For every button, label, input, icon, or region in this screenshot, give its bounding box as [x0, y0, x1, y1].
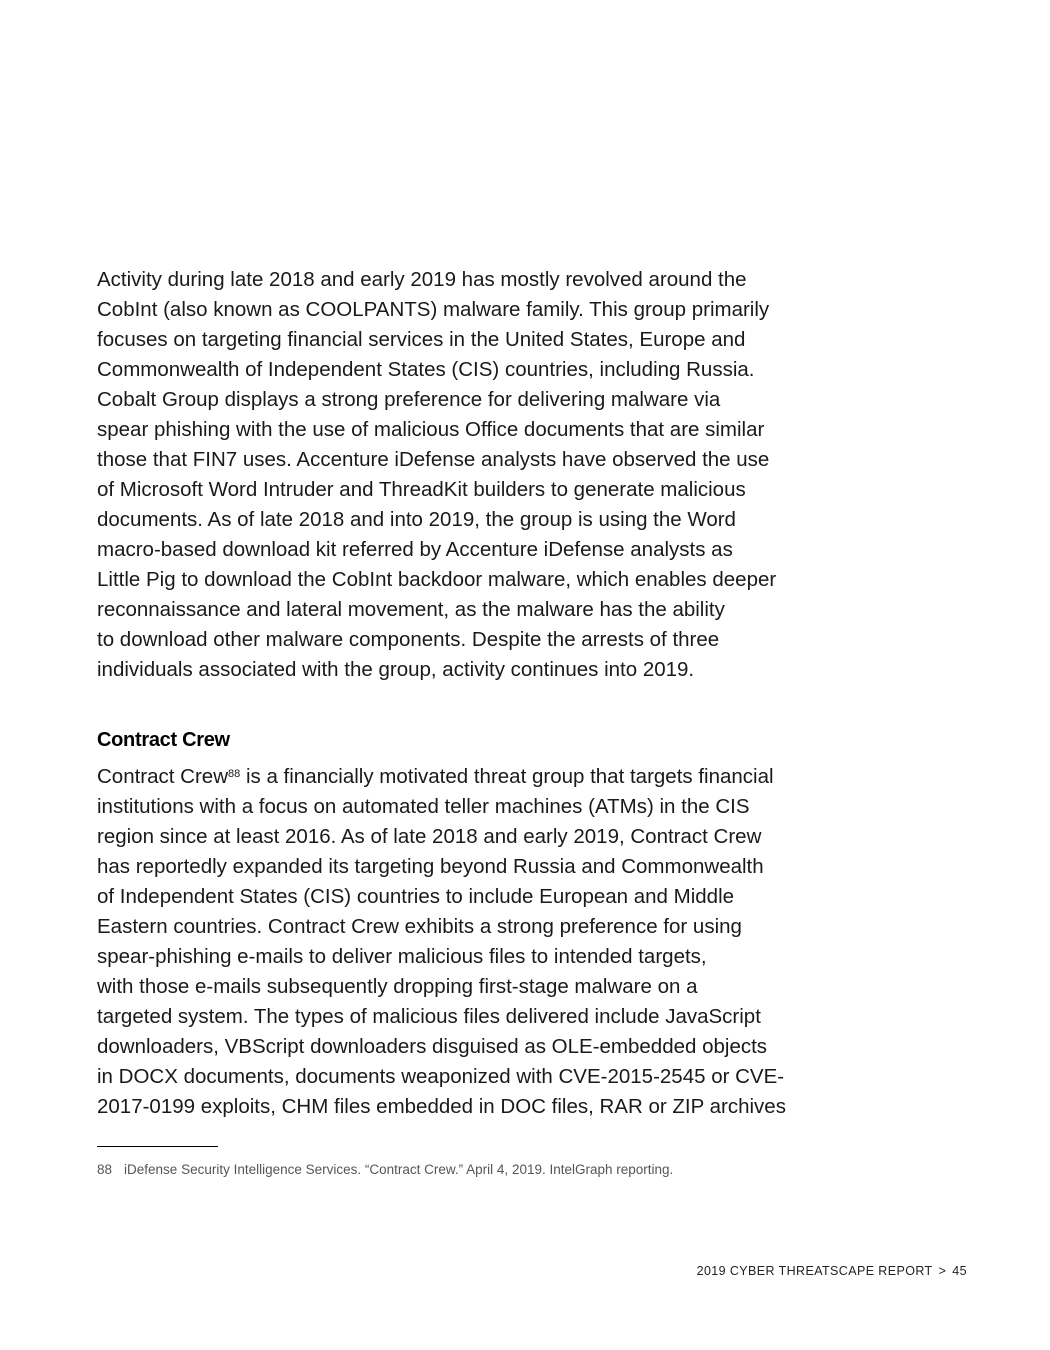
footnote-reference[interactable]: 88 — [228, 768, 241, 780]
text-line: downloaders, VBScript downloaders disguised as OLE-embedded objects — [97, 1035, 768, 1058]
text-line: of Microsoft Word Intruder and ThreadKit builders to generate malicious — [97, 478, 746, 501]
footnote-divider — [97, 1146, 218, 1147]
footer-separator: > — [938, 1264, 947, 1278]
text-line: Little Pig to download the CobInt backdoor malware, which enables deeper — [97, 568, 777, 591]
text-lead: Contract Crew — [97, 765, 229, 788]
text-line: institutions with a focus on automated teller machines (ATMs) in the CIS — [97, 795, 750, 818]
text-line: spear phishing with the use of malicious Office documents that are similar — [97, 418, 765, 441]
text-line: Cobalt Group displays a strong preference for delivering malware via — [97, 388, 721, 411]
page-number: 45 — [952, 1264, 967, 1278]
text-line: documents. As of late 2018 and into 2019, the group is using the Word — [97, 508, 736, 531]
text-line: 2017-0199 exploits, CHM files embedded in DOC files, RAR or ZIP archives — [97, 1095, 786, 1118]
text-line: in DOCX documents, documents weaponized with CVE-2015-2545 or CVE- — [97, 1065, 785, 1088]
text-line: focuses on targeting financial services in the United States, Europe and — [97, 328, 746, 351]
text-line: CobInt (also known as COOLPANTS) malware family. This group primarily — [97, 298, 770, 321]
text-line: with those e-mails subsequently dropping first-stage malware on a — [97, 975, 698, 998]
text-line: those that FIN7 uses. Accenture iDefense analysts have observed the use — [97, 448, 770, 471]
section-heading: Contract Crew — [97, 729, 230, 751]
text-line: of Independent States (CIS) countries to include European and Middle — [97, 885, 735, 908]
text-line: region since at least 2016. As of late 2018 and early 2019, Contract Crew — [97, 825, 762, 848]
report-title: 2019 CYBER THREATSCAPE REPORT — [696, 1264, 933, 1278]
text-line: reconnaissance and lateral movement, as the malware has the ability — [97, 598, 725, 621]
text-line: individuals associated with the group, activity continues into 2019. — [97, 658, 695, 681]
footnote — [97, 1160, 673, 1180]
text-line: spear-phishing e-mails to deliver malicious files to intended targets, — [97, 945, 707, 968]
text-line: to download other malware components. Despite the arrests of three — [97, 628, 720, 651]
text-line: Commonwealth of Independent States (CIS) countries, including Russia. — [97, 358, 755, 381]
text-line — [97, 762, 774, 792]
text-line: Eastern countries. Contract Crew exhibits a strong preference for using — [97, 915, 742, 938]
footnote-number: 88 — [97, 1162, 113, 1177]
footnote-text: iDefense Security Intelligence Services. “Contract Crew.” April 4, 2019. IntelGraph reporting. — [124, 1162, 674, 1177]
text-line: targeted system. The types of malicious files delivered include JavaScript — [97, 1005, 761, 1028]
text-line: has reportedly expanded its targeting beyond Russia and Commonwealth — [97, 855, 764, 878]
page-footer — [697, 1261, 967, 1281]
text-line: Activity during late 2018 and early 2019 has mostly revolved around the — [97, 268, 747, 291]
text-line: macro-based download kit referred by Accenture iDefense analysts as — [97, 538, 733, 561]
text-rest: is a financially motivated threat group that targets financial — [240, 765, 774, 788]
